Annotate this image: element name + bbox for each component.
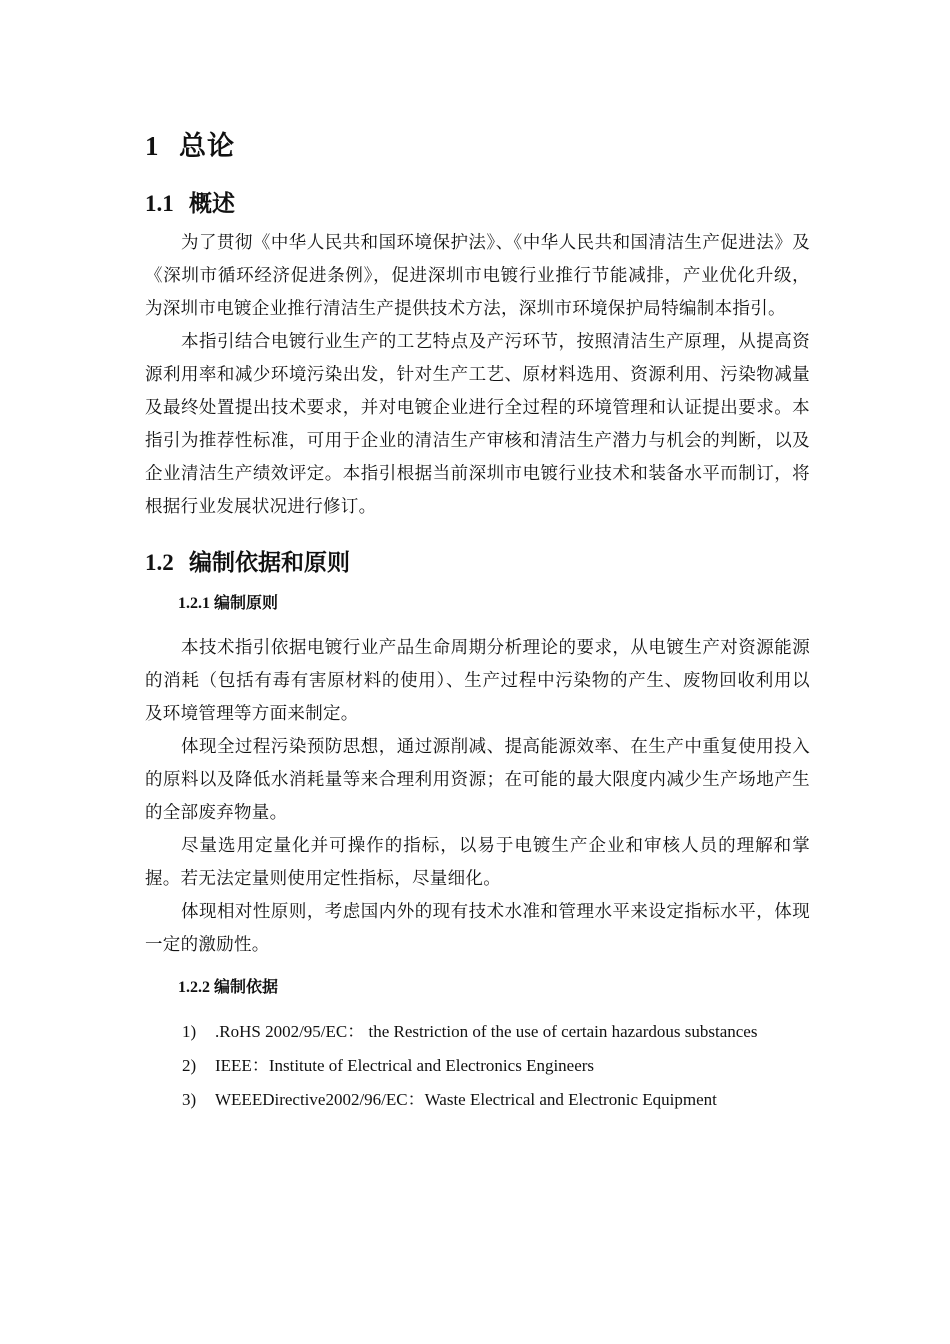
- chapter-title: 总论: [179, 131, 235, 161]
- paragraph: 体现全过程污染预防思想，通过源削减、提高能源效率、在生产中重复使用投入的原料以及降低水消耗量等来合理利用资源；在可能的最大限度内减少生产场地产生的全部废弃物量。: [145, 736, 810, 822]
- section-heading: [145, 186, 810, 222]
- paragraph: 本指引结合电镀行业生产的工艺特点及产污环节，按照清洁生产原理，从提高资源利用率和减少环境污染出发，针对生产工艺、原材料选用、资源利用、污染物减量及最终处置提出技术要求，并对电镀企业进行全过程的环境管理和认证提出要求。本指引为推荐性标准，可用于企业的清洁生产审核和清洁生产潜力与机会的判断，以及企业清洁生产绩效评定。本指引根据当前深圳市电镀行业技术和装备水平而制订，将根据行业发展状况进行修订。: [145, 331, 810, 516]
- section-heading: [145, 545, 810, 581]
- list-text: .RoHS 2002/95/EC： the Restriction of the use of certain hazardous substances: [215, 1022, 758, 1041]
- list-item: [145, 1015, 806, 1049]
- chapter-number: 1: [145, 131, 160, 161]
- subsection-heading: 1.2.2 编制依据: [178, 979, 279, 996]
- chapter-heading: [145, 126, 810, 166]
- list-index: 2): [182, 1056, 197, 1075]
- paragraph: 尽量选用定量化并可操作的指标，以易于电镀生产企业和审核人员的理解和掌握。若无法定量则使用定性指标，尽量细化。: [145, 835, 810, 888]
- section-number: 1.1: [145, 191, 174, 216]
- paragraph: 本技术指引依据电镀行业产品生命周期分析理论的要求，从电镀生产对资源能源的消耗（包括有毒有害原材料的使用）、生产过程中污染物的产生、废物回收利用以及环境管理等方面来制定。: [145, 637, 810, 723]
- reference-list: [145, 1015, 810, 1117]
- list-item: [145, 1083, 806, 1117]
- paragraph: 体现相对性原则，考虑国内外的现有技术水准和管理水平来设定指标水平，体现一定的激励性。: [145, 901, 810, 954]
- subsection-heading: 1.2.1 编制原则: [178, 595, 279, 612]
- list-item: [145, 1049, 806, 1083]
- section-number: 1.2: [145, 550, 174, 575]
- paragraph: 为了贯彻《中华人民共和国环境保护法》、《中华人民共和国清洁生产促进法》及《深圳市循环经济促进条例》，促进深圳市电镀行业推行节能减排，产业优化升级，为深圳市电镀企业推行清洁生产提供技术方法，深圳市环境保护局特编制本指引。: [145, 232, 810, 318]
- document-page: [145, 120, 810, 1117]
- list-text: IEEE：Institute of Electrical and Electronics Engineers: [215, 1056, 595, 1075]
- list-index: 1): [182, 1022, 197, 1041]
- section-title: 概述: [189, 191, 235, 216]
- list-index: 3): [182, 1090, 197, 1109]
- list-text: WEEEDirective2002/96/EC：Waste Electrical and Electronic Equipment: [215, 1090, 717, 1109]
- section-title: 编制依据和原则: [189, 550, 350, 575]
